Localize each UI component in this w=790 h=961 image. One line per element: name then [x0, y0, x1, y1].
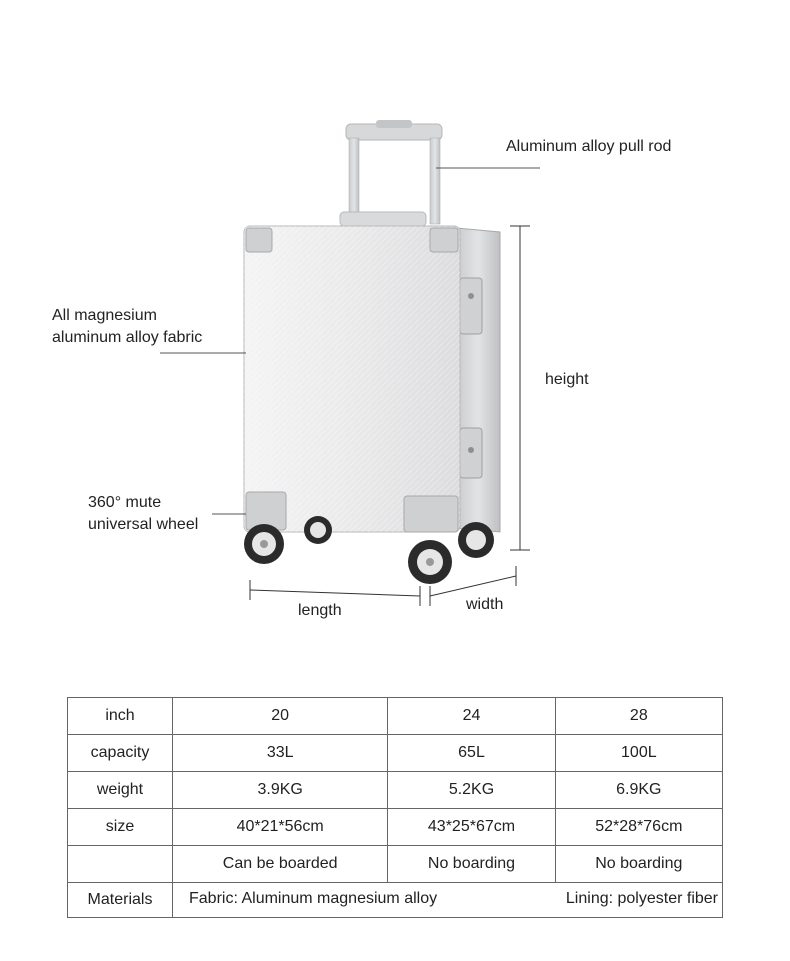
pull-rod-label: Aluminum alloy pull rod: [506, 138, 672, 155]
materials-row: [68, 883, 723, 918]
row-label: inch: [68, 698, 173, 735]
table-row: [68, 846, 723, 883]
row-label: [68, 846, 173, 883]
table-cell: 40*21*56cm: [173, 809, 388, 846]
table-cell: 52*28*76cm: [555, 809, 722, 846]
table-cell: No boarding: [555, 846, 722, 883]
side-frame: [456, 228, 500, 532]
table-cell: 43*25*67cm: [388, 809, 555, 846]
width-label: width: [466, 596, 504, 613]
table-cell: 6.9KG: [555, 772, 722, 809]
table-row: [68, 772, 723, 809]
height-label: height: [545, 371, 589, 388]
wheel-label-line1: 360° mute: [88, 494, 162, 511]
suitcase-shell: [244, 226, 460, 532]
table-cell: 5.2KG: [388, 772, 555, 809]
top-lock-icon: [460, 278, 482, 334]
table-cell: 100L: [555, 735, 722, 772]
table-cell: 3.9KG: [173, 772, 388, 809]
spec-table: [67, 697, 723, 918]
table-cell: 24: [388, 698, 555, 735]
table-cell: 33L: [173, 735, 388, 772]
table-row: [68, 809, 723, 846]
table-cell: 20: [173, 698, 388, 735]
table-cell: 28: [555, 698, 722, 735]
length-label: length: [298, 602, 342, 619]
pull-rod: [340, 120, 442, 226]
row-label: size: [68, 809, 173, 846]
fabric-label-line1: All magnesium: [52, 307, 157, 324]
table-row: [68, 735, 723, 772]
materials-label: Materials: [68, 883, 173, 918]
fabric-label-line2: aluminum alloy fabric: [52, 329, 203, 346]
materials-fabric: Fabric: Aluminum magnesium alloy: [189, 890, 438, 907]
row-label: weight: [68, 772, 173, 809]
table-row: [68, 698, 723, 735]
row-label: capacity: [68, 735, 173, 772]
height-dimension: [510, 226, 530, 550]
table-cell: No boarding: [388, 846, 555, 883]
wheel-label-line2: universal wheel: [88, 516, 199, 533]
materials-lining: Lining: polyester fiber: [565, 890, 718, 907]
table-cell: 65L: [388, 735, 555, 772]
table-cell: Can be boarded: [173, 846, 388, 883]
